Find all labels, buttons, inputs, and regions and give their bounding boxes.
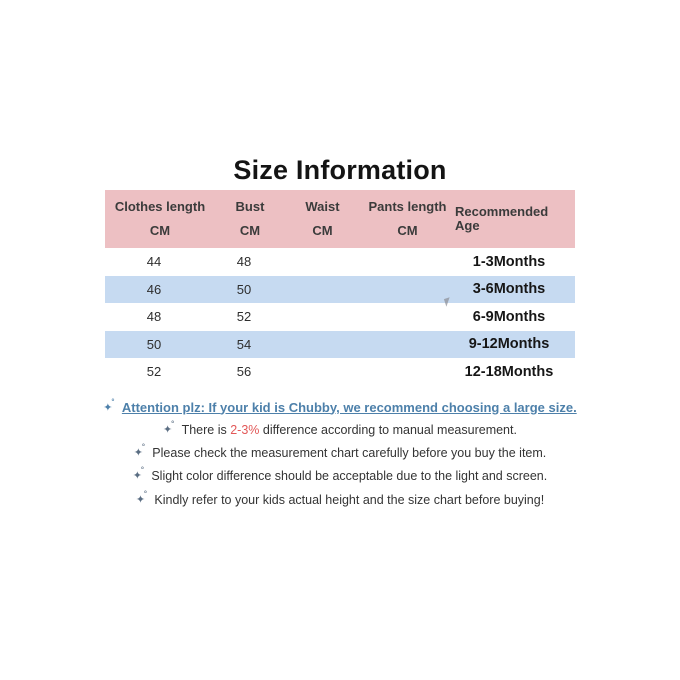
waist-cell — [279, 358, 354, 386]
bust-cell: 54 — [236, 336, 252, 352]
bust-cell: 50 — [236, 281, 252, 297]
column-label: Clothes length — [114, 199, 206, 214]
table-row — [105, 276, 575, 304]
size-table — [105, 190, 575, 386]
note-line — [0, 465, 680, 488]
waist-cell — [279, 303, 354, 331]
waist-cell — [279, 248, 354, 276]
waist-cell — [279, 276, 354, 304]
sparkle-icon: ✦˚ — [133, 444, 146, 460]
highlight-percentage: 2-3% — [230, 422, 260, 437]
table-row — [105, 303, 575, 331]
clothes-length-cell: 48 — [146, 309, 162, 325]
note-text: Please check the measurement chart carefully before you buy the item. — [152, 446, 547, 461]
attention-note — [0, 396, 680, 419]
size-table-body — [105, 248, 575, 386]
page-title: Size Information — [233, 155, 447, 185]
bust-cell: 52 — [236, 309, 252, 325]
note-text-before: There is — [181, 422, 231, 437]
recommended-age-cell: 9-12Months — [468, 336, 550, 353]
note-text — [182, 423, 517, 437]
column-header-pants-length — [360, 190, 455, 248]
clothes-length-cell: 52 — [146, 364, 162, 380]
sparkle-icon: ✦˚ — [103, 398, 115, 414]
pants-length-cell — [354, 358, 449, 386]
column-unit: CM — [239, 223, 261, 238]
clothes-length-cell: 50 — [146, 336, 162, 352]
note-text: Kindly refer to your kids actual height and the size chart before buying! — [154, 492, 545, 507]
column-header-clothes-length — [105, 190, 215, 248]
sparkle-icon: ✦˚ — [132, 467, 145, 483]
pants-length-cell — [354, 276, 449, 304]
sparkle-icon: ✦˚ — [135, 490, 148, 506]
bust-cell: 48 — [236, 254, 252, 270]
note-line — [0, 419, 680, 442]
bust-cell: 56 — [236, 364, 252, 380]
clothes-length-cell: 44 — [146, 254, 162, 270]
recommended-age-cell: 6-9Months — [472, 308, 546, 325]
note-text: Attention plz: If your kid is Chubby, we recommend choosing a large size. — [121, 399, 577, 415]
pants-length-cell — [354, 331, 449, 359]
pants-length-cell — [354, 303, 449, 331]
column-header-waist — [285, 190, 360, 248]
column-unit: CM — [397, 223, 418, 238]
recommended-age-cell: 3-6Months — [472, 281, 546, 298]
notes-section — [0, 396, 680, 512]
table-row — [105, 358, 575, 386]
column-label: Bust — [235, 199, 265, 214]
column-header-bust — [215, 190, 285, 248]
note-line — [0, 442, 680, 465]
pants-length-cell — [354, 248, 449, 276]
table-row — [105, 248, 575, 276]
clothes-length-cell: 46 — [146, 281, 162, 297]
column-unit: CM — [149, 223, 171, 238]
waist-cell — [279, 331, 354, 359]
column-label: Waist — [305, 199, 340, 214]
table-row — [105, 331, 575, 359]
column-unit: CM — [312, 223, 333, 238]
column-header-recommended-age: Recommended Age — [455, 204, 549, 233]
column-label: Pants length — [368, 199, 447, 214]
recommended-age-cell: 1-3Months — [472, 253, 546, 270]
sparkle-icon: ✦˚ — [163, 420, 175, 436]
note-text: Slight color difference should be acceptable due to the light and screen. — [151, 469, 548, 484]
note-text-after: difference according to manual measurement. — [259, 422, 517, 437]
size-table-header — [105, 190, 575, 248]
note-line — [0, 489, 680, 512]
recommended-age-cell: 12-18Months — [464, 363, 554, 380]
